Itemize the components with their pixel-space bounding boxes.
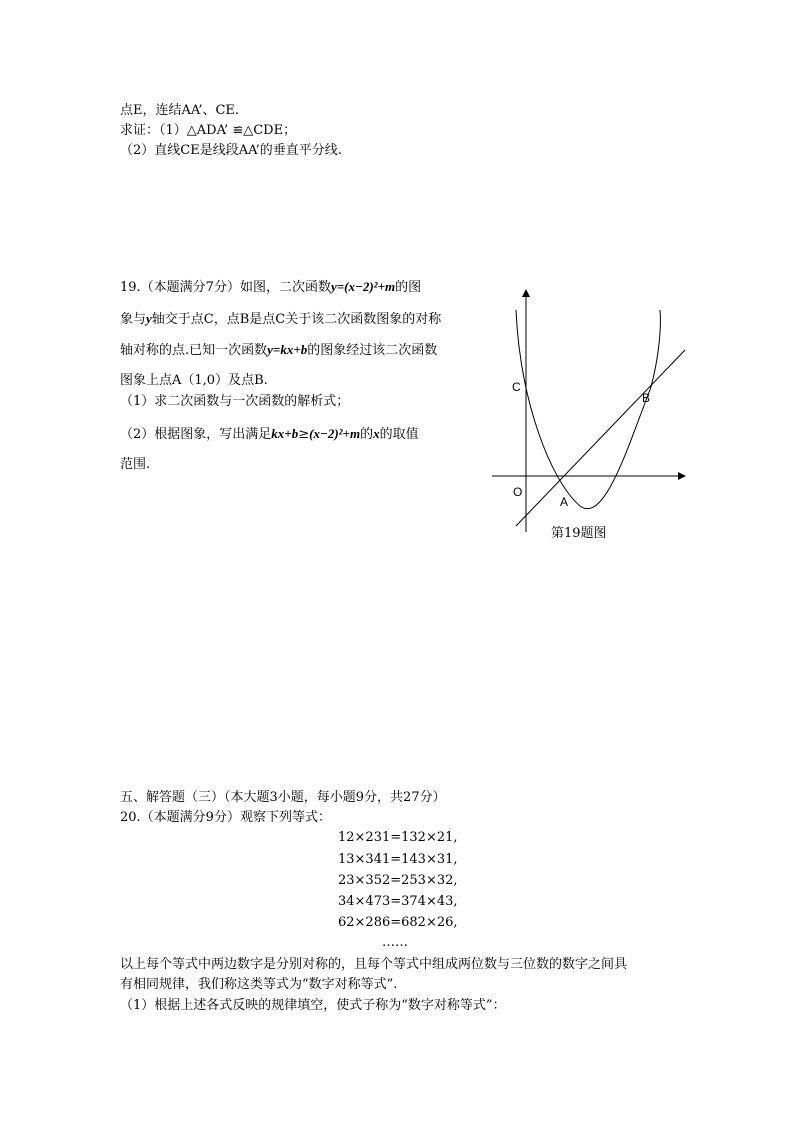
q19-inequality-left: kx+b: [271, 426, 299, 441]
label-c: C: [512, 380, 521, 394]
q20-equation-1: 12×231=132×21,: [338, 830, 458, 845]
q20-paragraph-2: 有相同规律，我们称这类等式为“数字对称等式”.: [120, 977, 398, 992]
q19-y-axis-var: y: [146, 311, 152, 326]
q19-x-var: x: [373, 426, 380, 441]
q19-line-7: 范围.: [120, 457, 151, 472]
label-a: A: [560, 495, 569, 509]
q20-ellipsis: ……: [382, 935, 408, 950]
q19-quadratic-formula: y=(x−2)²+m: [330, 279, 396, 294]
q19-geq-sign: ≥: [298, 427, 310, 442]
q20-equation-4: 34×473=374×43,: [338, 894, 458, 909]
proof-line-3: （2）直线CE是线段AA’的垂直平分线.: [120, 143, 342, 158]
q19-line1-pre: 19.（本题满分7分）如图，二次函数: [120, 280, 331, 295]
q19-line-3: [120, 341, 437, 360]
q20-paragraph-1: 以上每个等式中两边数字是分别对称的，且每个等式中组成两位数与三位数的数字之间具: [120, 957, 628, 972]
q20-part-1: （1）根据上述各式反映的规律填空，使式子称为“数字对称等式”：: [120, 998, 506, 1013]
q19-line3-post: 的图象经过该二次函数: [307, 343, 438, 358]
q19-line-1: [120, 278, 421, 297]
q19-line-6: [120, 425, 419, 444]
linear-function-line: [516, 350, 685, 526]
q19-line-5: （1）求二次函数与一次函数的解析式；: [120, 394, 350, 409]
q19-line-2: [120, 310, 441, 329]
q20-equation-3: 23×352=253×32,: [338, 873, 458, 888]
q19-inequality-right: (x−2)²+m: [309, 426, 361, 441]
q19-linear-formula: y=kx+b: [267, 342, 308, 357]
q19-line-4: 图象上点A（1,0）及点B.: [120, 373, 268, 388]
q19-figure-caption: 第19题图: [551, 526, 607, 541]
proof-line-2: 求证：（1）△ADA’ ≌△CDE；: [120, 123, 297, 138]
q19-figure: [480, 280, 700, 550]
parabola-curve: [516, 310, 660, 509]
q20-equation-5: 62×286=682×26,: [338, 915, 458, 930]
q19-line2-post: 轴交于点C，点B是点C关于该二次函数图象的对称: [151, 312, 442, 327]
q19-line3-pre: 轴对称的点.已知一次函数: [120, 343, 268, 358]
q19-line6-de: 的: [360, 427, 374, 442]
q20-intro: 20.（本题满分9分）观察下列等式：: [120, 810, 331, 825]
proof-line-1: 点E，连结AA’、CE.: [120, 103, 240, 118]
q19-line2-pre: 象与: [120, 312, 147, 327]
q19-line6-post: 的取值: [379, 427, 419, 442]
label-o: O: [513, 485, 523, 499]
section5-heading: 五、解答题（三）（本大题3小题，每小题9分，共27分）: [120, 790, 446, 805]
q19-line1-post: 的图: [395, 280, 422, 295]
label-b: B: [642, 391, 651, 405]
q20-equation-2: 13×341=143×31,: [338, 852, 458, 867]
q19-line6-pre: （2）根据图象，写出满足: [120, 427, 272, 442]
